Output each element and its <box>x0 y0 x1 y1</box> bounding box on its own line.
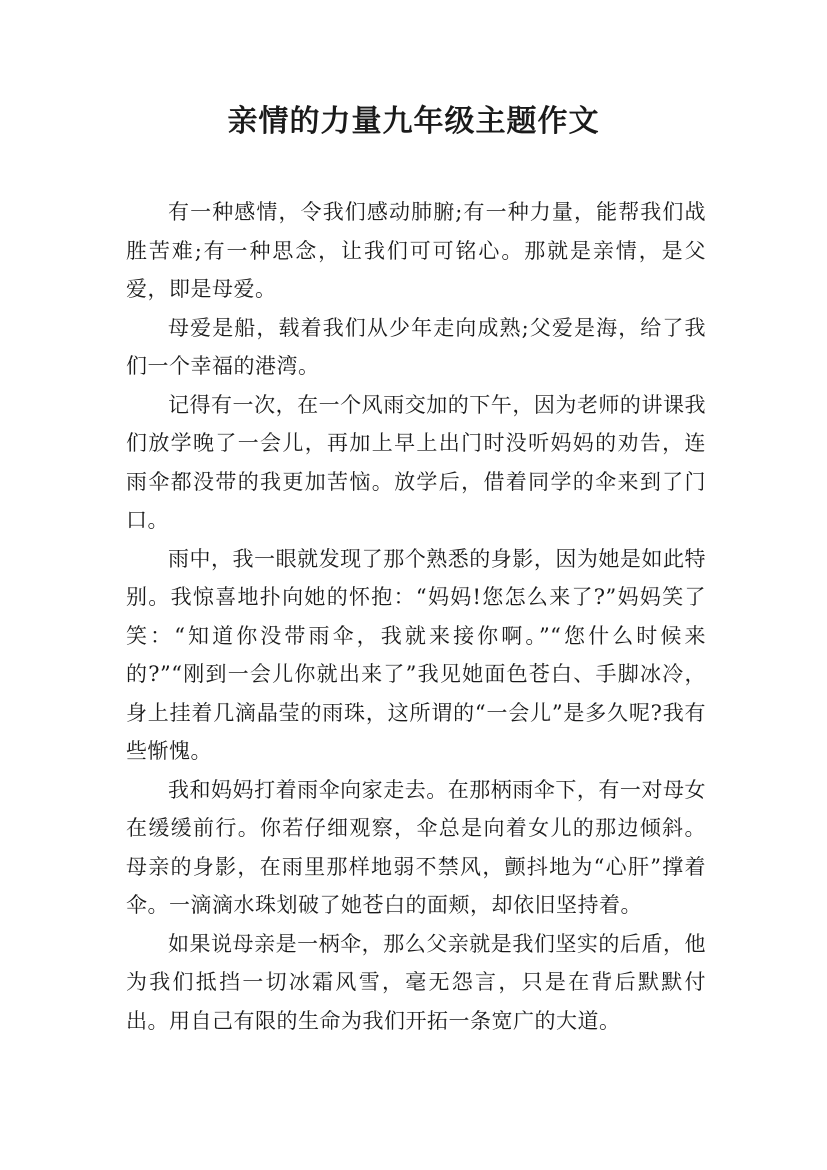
document-title: 亲情的力量九年级主题作文 <box>227 104 600 139</box>
document-body <box>126 193 706 1040</box>
paragraph-6: 如果说母亲是一柄伞，那么父亲就是我们坚实的后盾，他为我们抵挡一切冰霜风雪，毫无怨言，只是在背后默默付出。用自己有限的生命为我们开拓一条宽广的大道。 <box>126 931 706 1033</box>
paragraph-4: 雨中，我一眼就发现了那个熟悉的身影，因为她是如此特别。我惊喜地扑向她的怀抱：“妈妈!您怎么来了?”妈妈笑了笑：“知道你没带雨伞，我就来接你啊。”“您什么时候来的?”“刚到一会儿你就出来了”我见她面色苍白、手脚冰冷，身上挂着几滴晶莹的雨珠，这所谓的“一会儿”是多久呢?我有些惭愧。 <box>126 546 706 763</box>
paragraph-1: 有一种感情，令我们感动肺腑;有一种力量，能帮我们战胜苦难;有一种思念，让我们可可铭心。那就是亲情，是父爱，即是母爱。 <box>126 200 706 301</box>
paragraph-3: 记得有一次，在一个风雨交加的下午，因为老师的讲课我们放学晚了一会儿，再加上早上出门时没听妈妈的劝告，连雨伞都没带的我更加苦恼。放学后，借着同学的伞来到了门口。 <box>126 392 706 532</box>
paragraph-2: 母爱是船，载着我们从少年走向成熟;父爱是海，给了我们一个幸福的港湾。 <box>126 315 706 378</box>
paragraph-5: 我和妈妈打着雨伞向家走去。在那柄雨伞下，有一对母女在缓缓前行。你若仔细观察，伞总是向着女儿的那边倾斜。母亲的身影，在雨里那样地弱不禁风，颤抖地为“心肝”撑着伞。一滴滴水珠划破了她苍白的面颊，却依旧坚持着。 <box>126 777 706 917</box>
